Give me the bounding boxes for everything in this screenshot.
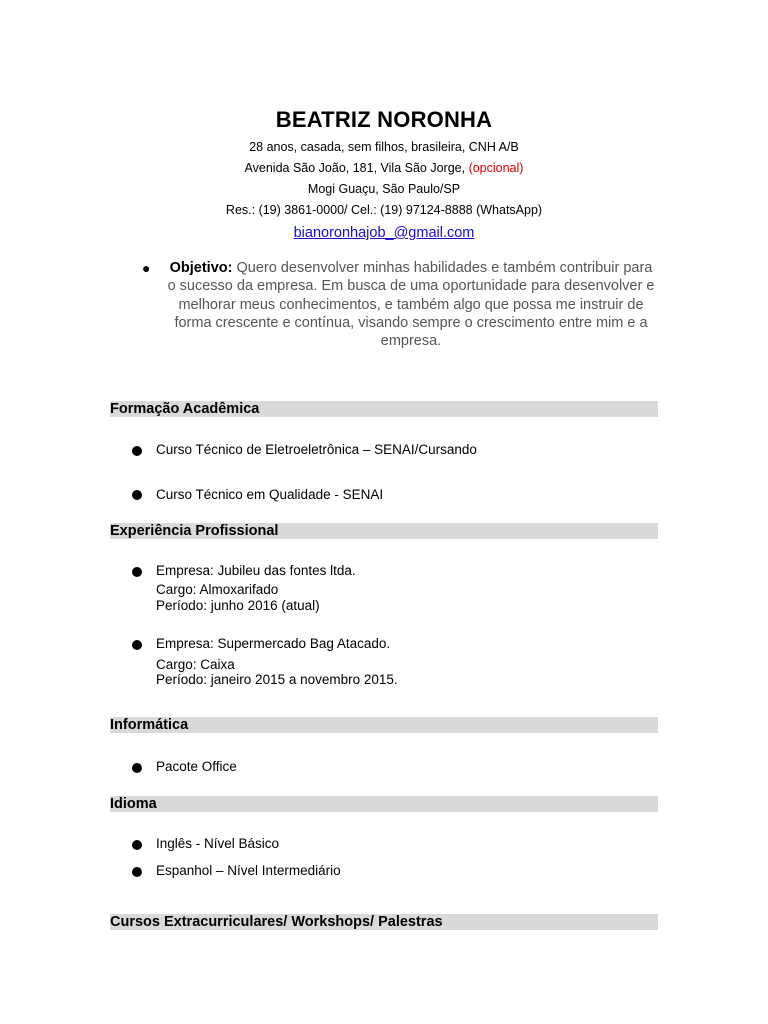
candidate-name: BEATRIZ NORONHA xyxy=(275,107,493,132)
phone-line: Res.: (19) 3861-0000/ Cel.: (19) 97124-8888 (WhatsApp) xyxy=(225,203,543,217)
bullet-icon xyxy=(132,640,142,650)
objective-label: Objetivo: xyxy=(169,260,233,276)
section-courses-title: Cursos Extracurriculares/ Workshops/ Palestras xyxy=(110,914,658,930)
bullet-icon xyxy=(132,867,142,877)
bullet-icon xyxy=(132,763,142,773)
computing-item: Pacote Office xyxy=(156,759,237,774)
job-company: Empresa: Jubileu das fontes ltda. xyxy=(156,563,356,578)
objective-text: Quero desenvolver minhas habilidades e também contribuir para o sucesso da empresa. Em busca de uma oportunidade para desenvolver e melhorar meus conhecimentos, e também algo que possa me instruir de forma crescente e contínua, visando sempre o crescimento entre mim e a empresa. xyxy=(167,260,655,350)
job-company: Empresa: Supermercado Bag Atacado. xyxy=(156,636,391,651)
optional-note: (opcional) xyxy=(468,161,524,175)
job-period: Período: junho 2016 (atual) xyxy=(156,598,320,613)
city-line: Mogi Guaçu, São Paulo/SP xyxy=(307,182,461,196)
objective-bullet-icon: ● xyxy=(142,260,151,276)
section-experience-title: Experiência Profissional xyxy=(110,523,658,539)
personal-info-line: 28 anos, casada, sem filhos, brasileira, CNH A/B xyxy=(249,140,519,154)
language-item: Espanhol – Nível Intermediário xyxy=(156,863,341,878)
education-item: Curso Técnico de Eletroeletrônica – SENAI/Cursando xyxy=(156,442,477,457)
address-line xyxy=(0,160,768,176)
bullet-icon xyxy=(132,490,142,500)
language-item: Inglês - Nível Básico xyxy=(156,836,280,851)
job-role: Cargo: Caixa xyxy=(156,657,235,672)
address-text: Avenida São João, 181, Vila São Jorge, xyxy=(244,161,469,175)
job-period: Período: janeiro 2015 a novembro 2015. xyxy=(156,672,398,687)
bullet-icon xyxy=(132,840,142,850)
objective-paragraph xyxy=(166,259,656,350)
bullet-icon xyxy=(132,446,142,456)
section-computing-title: Informática xyxy=(110,717,658,733)
section-languages-title: Idioma xyxy=(110,796,658,812)
bullet-icon xyxy=(132,567,142,577)
section-education-title: Formação Acadêmica xyxy=(110,401,658,417)
email-link[interactable]: bianoronhajob_@gmail.com xyxy=(293,225,475,241)
job-role: Cargo: Almoxarifado xyxy=(156,582,279,597)
education-item: Curso Técnico em Qualidade - SENAI xyxy=(156,487,384,502)
